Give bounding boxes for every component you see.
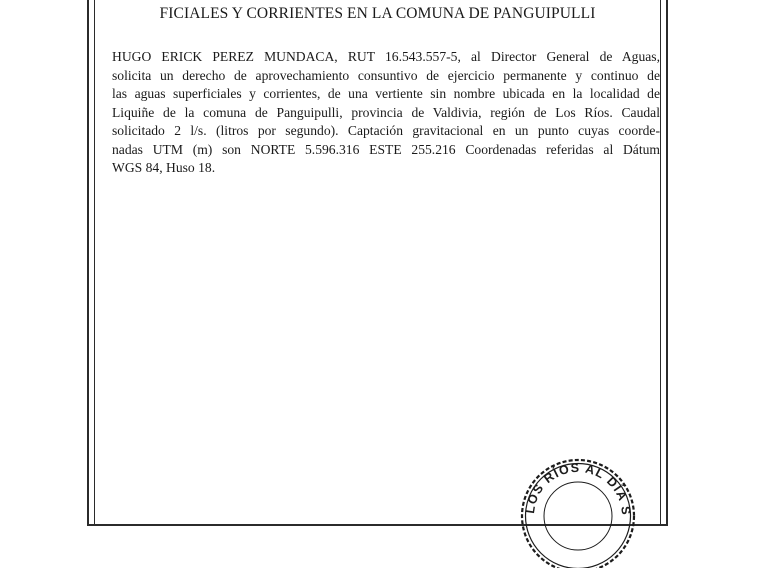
document-heading: FICIALES Y CORRIENTES EN LA COMUNA DE PANGUIPULLI [94,5,661,23]
body-line: solicitado 2 l/s. (litros por segundo). Captación gravitacional en un punto cuyas coorde- [112,122,660,141]
body-line: HUGO ERICK PEREZ MUNDACA, RUT 16.543.557-5, al Director General de Aguas, [112,48,660,67]
seal-stamp [520,452,636,568]
body-line: Liquiñe de la comuna de Panguipulli, provincia de Valdivia, región de Los Ríos. Caudal [112,104,660,123]
body-line: las aguas superficiales y corrientes, de una vertiente sin nombre ubicada en la localidad de [112,85,660,104]
body-line: WGS 84, Huso 18. [112,159,660,178]
body-line: solicita un derecho de aprovechamiento consuntivo de ejercicio permanente y continuo de [112,67,660,86]
document-body [112,48,660,178]
body-line: nadas UTM (m) son NORTE 5.596.316 ESTE 255.216 Coordenadas referidas al Dátum [112,141,660,160]
stamp-lettering: LOS RÍOS AL DÍA S [523,461,633,517]
svg-text:LOS RÍOS AL DÍA S [523,461,633,517]
